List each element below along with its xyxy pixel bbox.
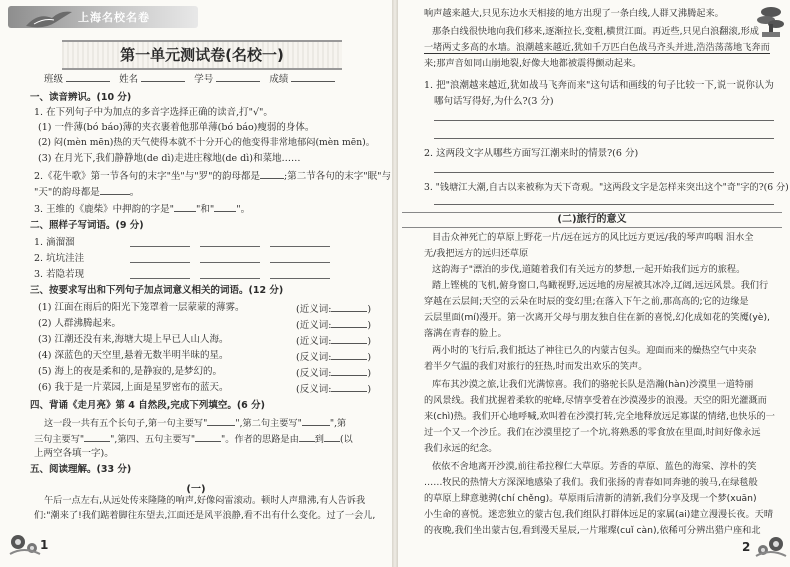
passage-2-line-8: 两小时的飞行后,我们抵达了神往已久的内蒙古包头。迎面而来的燥热空气中夹杂	[432, 345, 757, 356]
passage-2-line-2: 无/我把远方的远归还草原	[424, 248, 529, 259]
exam-title-bar	[62, 40, 342, 70]
reading-1-line-1: 午后一点左右,从远处传来隆隆的响声,好像闷雷滚动。顿时人声鼎沸,有人告诉我	[44, 495, 366, 506]
word-1: 1. 滴溜溜	[34, 237, 75, 248]
passage-2-line-19: 的夜晚,我们坐出蒙古包,看到漫天星辰,一片璀璨(cuǐ càn),依稀可分辨出猎户座和北	[424, 525, 761, 536]
reading-1-line-3: 响声越来越大,只见东边水天相接的地方出现了一条白线,人群又沸腾起来。	[424, 8, 724, 19]
passage-2-line-6: 云层里面(mí)漫开。第一次离开父母与朋友独自住在新的喜悦,幻化成如花的笑魇(yè),	[424, 312, 770, 323]
question-2-line-1: 2.《花牛歌》第一节各句的末字"坐"与"罗"的韵母都是 ;第二节各句的末字"眠"与	[34, 171, 391, 182]
bird-logo-icon	[24, 8, 74, 34]
section-5-heading: 五、阅读理解。(33 分)	[30, 464, 132, 475]
name-label: 姓名	[119, 74, 139, 85]
id-field[interactable]	[216, 72, 260, 82]
reading-1-line-4: 那条白线很快地向我们移来,逐渐拉长,变粗,横贯江面。再近些,只见白浪翻滚,形成	[432, 26, 759, 37]
reading-1-line-5: 一堵两丈多高的水墙。浪潮越来越近,犹如千万匹白色战马齐头并进,浩浩荡荡地飞奔而	[424, 42, 770, 53]
flower-decoration-icon	[8, 530, 42, 556]
related-word-1: (1) 江面在雨后的阳光下笼罩着一层蒙蒙的薄雾。	[38, 302, 245, 313]
related-word-6: (6) 我于是一片菜园,上面是星罗密布的蓝天。	[38, 382, 229, 393]
word-3: 3. 若隐若现	[34, 269, 85, 280]
question-1-item-2: (2) 闷(mèn mēn)热的天气使得本就不十分开心的他变得非常地郁闷(mèn mēn)。	[38, 137, 375, 148]
passage-2-line-4: 踏上铿桃的飞机,俯身窗口,鸟瞰视野,远远地的房屋被其冰冷,辽阔,远远风景。我们行	[432, 280, 769, 291]
passage-2-line-17: 的草原上肆意驰骋(chí chěng)。草原雨后清新的清新,我们分享及现一个梦(xuān)	[424, 493, 757, 504]
reading-question-3: 3. "钱塘江大潮,自古以来被称为天下奇观。"这两段文字是怎样来突出这个"奇"字的?(6 分)	[424, 182, 789, 193]
section-4-heading: 四、背诵《走月亮》第 4 自然段,完成下列填空。(6 分)	[30, 400, 265, 411]
section-2-heading: 二、照样子写词语。(9 分)	[30, 220, 144, 231]
word-2: 2. 坑坑洼洼	[34, 253, 85, 264]
word-2-blank-b[interactable]	[200, 262, 260, 263]
passage-2-line-18: 小生命的喜悦。迷恋独立的蒙古包,我们组队打群体远足的家属(ai)建立漫漫长夜。天晴	[424, 509, 774, 520]
anti-label-5: (反义词: )	[296, 368, 372, 379]
anti-label-6: (反义词: )	[296, 384, 372, 395]
score-field[interactable]	[291, 72, 335, 82]
answer-line-3a[interactable]	[434, 204, 774, 205]
passage-2-line-14: 我们永远的纪念。	[424, 443, 498, 454]
reading-question-1-line-1: 1. 把"浪潮越来越近,犹如战马飞奔而来"这句话和画线的句子比较一下,说一说你认为	[424, 80, 774, 91]
recite-line-2: 三句主要写" ",第四、五句主要写" "。作者的思路是由 到 (以	[34, 434, 353, 445]
reading-part-2-title: (二)旅行的意义	[402, 212, 782, 228]
word-3-blank-c[interactable]	[270, 278, 330, 279]
question-1: 1. 在下列句子中为加点的多音字选择正确的读音,打"√"。	[34, 107, 273, 118]
word-3-blank-b[interactable]	[200, 278, 260, 279]
section-3-heading: 三、按要求写出和下列句子加点词意义相关的词语。(12 分)	[30, 285, 284, 296]
id-label: 学号	[194, 74, 214, 85]
bonsai-tree-icon	[756, 4, 786, 38]
reading-part-1-title: (一)	[186, 484, 206, 495]
question-3: 3. 王维的《鹿柴》中押韵的字是" "和" "。	[34, 204, 251, 215]
passage-2-line-1: 目击众神死亡的草原上野花一片/远在远方的风比远方更远/我的琴声呜咽 泪水全	[432, 232, 754, 243]
passage-2-line-10: 库布其沙漠之旅,让我们光满惊喜。我们的骆驼长队是浩瀚(hàn)沙漠里一道特丽	[432, 379, 754, 390]
question-1-item-1: (1) 一件薄(bó báo)薄的夹衣裹着他那单薄(bó báo)瘦弱的身体。	[38, 122, 315, 133]
passage-2-line-7: 落满在青春的脸上。	[424, 328, 507, 339]
passage-2-line-5: 穿越在云层间;天空的云朵在时辰的变幻里;在落入下午之前,那高高的;它的边缘是	[424, 296, 749, 307]
word-1-blank-b[interactable]	[200, 246, 260, 247]
left-page	[0, 0, 392, 567]
answer-line-1b[interactable]	[434, 138, 774, 139]
page-number-left: 1	[40, 538, 49, 552]
recite-line-1: 这一段一共有五个长句子,第一句主要写" ",第二句主要写" ",第	[44, 418, 347, 429]
section-1-heading: 一、读音辨识。(10 分)	[30, 92, 132, 103]
name-field[interactable]	[141, 72, 185, 82]
class-field[interactable]	[66, 72, 110, 82]
passage-2-line-15: 依依不舍地离开沙漠,前往希拉穆仁大草原。芳香的草原、蓝色的海棠、淳朴的笑	[432, 461, 757, 472]
page-number-right: 2	[742, 540, 751, 554]
word-2-blank-c[interactable]	[270, 262, 330, 263]
passage-2-line-13: 过一个又一个沙丘。我们在沙漠里挖了一个坑,将熟悉的零食放在里面,时间好像永远	[424, 427, 761, 438]
exam-title: 第一单元测试卷(名校一)	[120, 46, 284, 64]
series-banner	[8, 6, 198, 28]
flower-decoration-icon	[754, 532, 788, 558]
answer-line-2a[interactable]	[434, 172, 774, 173]
answer-line-1a[interactable]	[434, 120, 774, 121]
passage-2-line-3: 这韵海子"漂泊的步伐,道随着我们有关远方的梦想,一起开始我们远方的旅程。	[432, 264, 746, 275]
related-word-4: (4) 深蓝色的天空里,悬着无数半明半昧的星。	[38, 350, 229, 361]
series-title: 上海名校名卷	[78, 11, 150, 24]
student-info-row	[44, 72, 335, 86]
related-word-3: (3) 江潮还没有来,海塘大堤上早已人山人海。	[38, 334, 229, 345]
near-label-2: (近义词: )	[296, 320, 372, 331]
passage-2-line-16: ……牧民的热情大方深深地感染了我们。我们张扬的青春如同奔驰的骏马,在绿毯般	[424, 477, 758, 488]
right-page	[398, 0, 790, 567]
reading-question-1-line-2: 哪句话写得好,为什么?(3 分)	[434, 96, 554, 107]
passage-2-line-9: 着半夕气温的我们对旅行的狂热,时而发出欢乐的笑声。	[424, 361, 648, 372]
class-label: 班级	[44, 74, 64, 85]
related-word-2: (2) 人群沸腾起来。	[38, 318, 121, 329]
anti-label-4: (反义词: )	[296, 352, 372, 363]
word-3-blank-a[interactable]	[130, 278, 190, 279]
reading-1-line-6: 来;那声音如同山崩地裂,好像大地都被震得颤动起来。	[424, 58, 642, 69]
word-1-blank-c[interactable]	[270, 246, 330, 247]
word-2-blank-a[interactable]	[130, 262, 190, 263]
near-label-3: (近义词: )	[296, 336, 372, 347]
recite-line-3: 上两空各填一字)。	[34, 448, 114, 459]
question-1-item-3: (3) 在月光下,我们静静地(de dì)走进庄稼地(de dì)和菜地……	[38, 153, 301, 164]
question-2-line-2: "天"的韵母都是 。	[34, 187, 140, 198]
passage-2-line-11: 的风景线。我们扰握着柔软的驼峰,尽情享受着在沙漠漫步的浪漫。天空的阳光灌溉而	[424, 395, 767, 406]
word-1-blank-a[interactable]	[130, 246, 190, 247]
near-label-1: (近义词: )	[296, 304, 372, 315]
passage-2-line-12: 来(chì)热。我们开心地呼喊,欢叫着在沙漠打转,完全地释放远足寡谋的情绪,也快乐的一	[424, 411, 775, 422]
related-word-5: (5) 海上的夜是柔和的,是静寂的,是梦幻的。	[38, 366, 223, 377]
score-label: 成绩	[269, 74, 289, 85]
reading-1-line-2: 们:"潮来了!我们踮着脚往东望去,江面还是风平浪静,看不出有什么变化。过了一会儿,	[34, 510, 376, 521]
reading-question-2: 2. 这两段文字从哪些方面写江潮来时的情景?(6 分)	[424, 148, 639, 159]
